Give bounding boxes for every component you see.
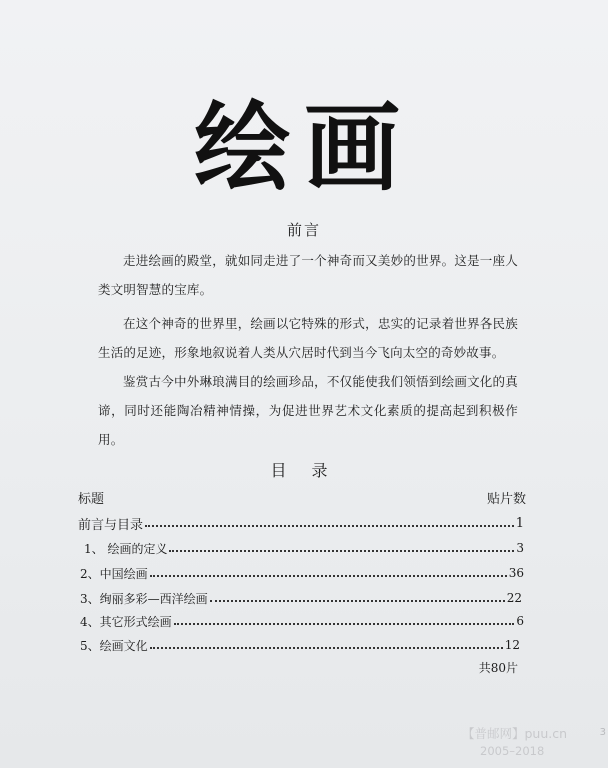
toc-column-title: 标题 [78,492,105,507]
toc-row-label: 1、 绘画的定义 [84,541,168,556]
page-corner-number: 3 [599,727,606,738]
toc-leader-dots [150,647,503,649]
watermark-line-2: 2005–2018 [480,744,545,758]
toc-leader-dots [150,575,507,577]
toc-row [78,513,524,533]
preface-paragraph-1: 走进绘画的殿堂，就如同走进了一个神奇而又美妙的世界。这是一座人类文明智慧的宝库。 [98,253,518,297]
toc-row-count: 12 [504,638,520,652]
toc-total: 共80片 [478,661,518,675]
watermark-line-1: 【普邮网】puu.cn [462,726,568,741]
toc-leader-dots [169,550,514,552]
preface-heading: 前言 [286,221,321,239]
toc-row [80,635,520,655]
toc-row-count: 6 [516,614,524,628]
toc-heading: 目 录 [270,461,338,480]
toc-row-count: 22 [506,591,522,605]
toc-row-count: 1 [515,515,524,531]
toc-row-label: 4、其它形式绘画 [80,614,172,629]
toc-row [80,611,524,631]
toc-leader-dots [210,600,505,602]
toc-row [84,538,524,558]
toc-row-count: 3 [516,541,524,555]
toc-leader-dots [174,623,515,625]
toc-row [80,563,524,583]
toc-row-label: 2、中国绘画 [80,566,148,581]
toc-row-label: 前言与目录 [78,517,144,533]
toc-row-label: 5、绘画文化 [80,638,148,653]
toc-column-count: 贴片数 [486,492,526,507]
site-watermark [462,724,606,758]
toc-row-label: 3、绚丽多彩—西洋绘画 [80,591,208,606]
toc-row-count: 36 [508,566,524,580]
preface-paragraph-3: 鉴赏古今中外琳琅满目的绘画珍品，不仅能使我们领悟到绘画文化的真谛，同时还能陶冶精神情操，为促进世界艺术文化素质的提高起到积极作用。 [98,374,518,447]
preface-paragraph-2: 在这个神奇的世界里，绘画以它特殊的形式，忠实的记录着世界各民族生活的足迹，形象地叙说着人类从穴居时代到当今飞向太空的奇妙故事。 [98,316,518,360]
toc-row [80,588,522,608]
page-title: 绘画 [194,92,414,204]
toc-leader-dots [145,525,514,527]
